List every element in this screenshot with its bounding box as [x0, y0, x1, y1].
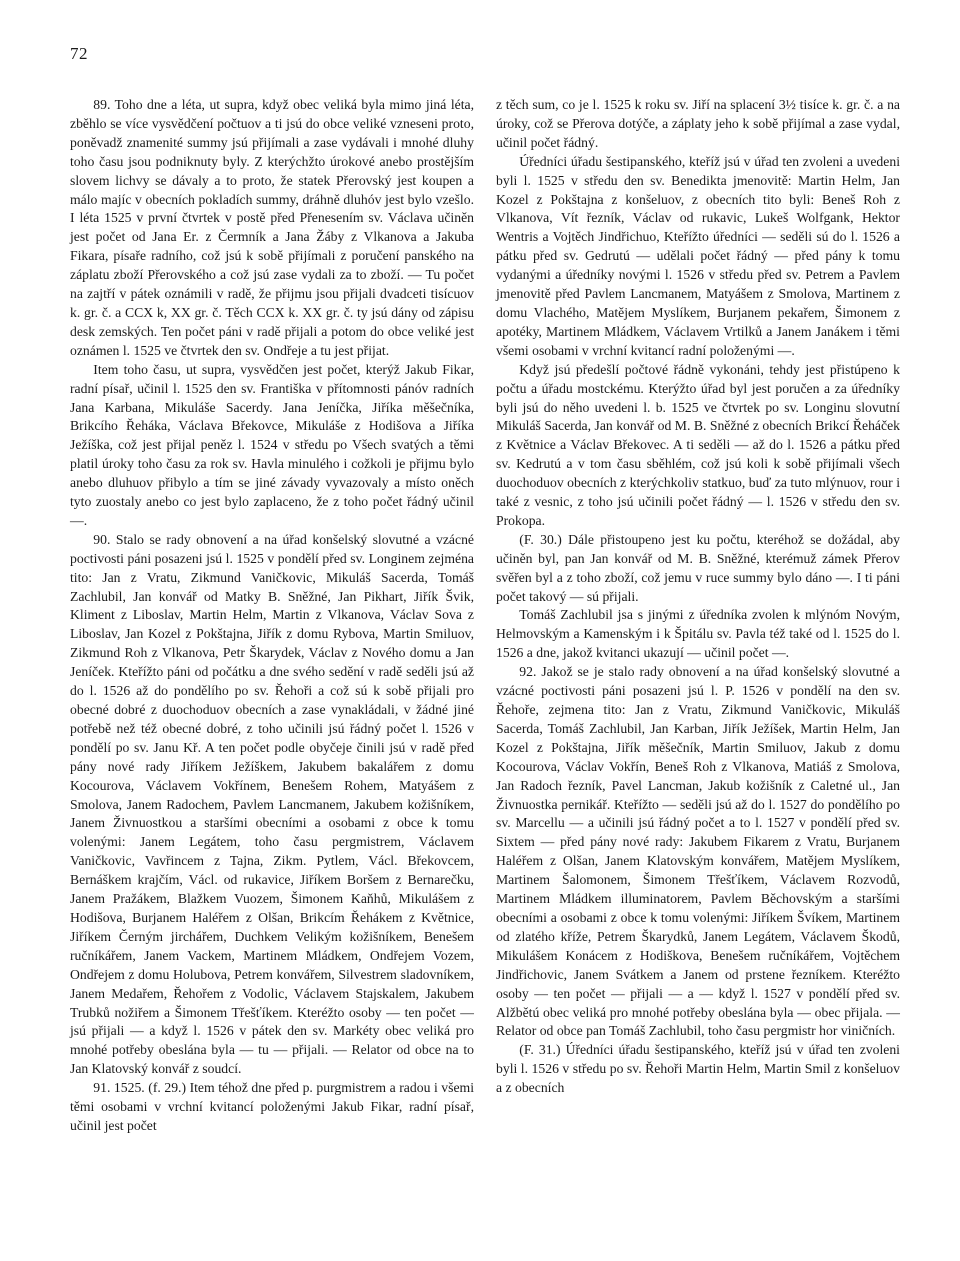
paragraph-89: 89. Toho dne a léta, ut supra, když obec veliká byla mimo jiná léta, zběhlo se více vysvědčení počtuov a ti jsú do obce veliké vzneseni proto, poněvadž znamenité summy jsú přijímali a zase vydávali i mnohé dluhy toho času jsou podniknuty byly. Z kterýchžto úrokové anebo prostějším slovem lichvy se dávaly a to proto, že statek Přerovský jest koupen a málo majíc v obecních pokladích summy, dráhně dluhóv jest bylo vzešlo. I léta 1525 v první čtvrtek v postě před Přenesením sv. Václava učiněn jest počet od Jana Er. z Čermník a Jana Žáby z Vlkanova a Jakuba Fikara, písaře radního, což jsú k sobě přijímali z poručení panského na záplatu zboží Přerovského a což jsú zase vydali za to zboží. — Tu počet na zajtří v pátek oznámili v radě, že přijmu jsou přijali dvadceti tisícuov k. gr. č. a CCX k, XX gr. č. Těch CCX k. XX gr. č. ty jsú dány od zápisu desk zemských. Ten počet páni v radě přijali a potom do obce veliké jest oznámen l. 1525 ve čtvrtek den sv. Ondřeje a tu jest přijat. — [70, 97, 474, 358]
paragraph-92: 92. Jakož se je stalo rady obnovení a na úřad konšelský slovutné a vzácné poctivosti páni posazeni jsú l. P. 1526 v pondělí na den sv. Řehoře, zejmena tito: Jan z Vratu, Zikmund Vaničkovic, Mikuláš Sacerda, Tomáš Zachlubil, Jan Karban, Jiřík Ježíšek, Martin Helm, Jan Kozel z Pokštajna, Jiřík měšečník, Martin Smiluov, Jakub z domu Kocourova, Václav Vokřín, Beneš Roh z Vlkanova, Matiáš z Smolova, Jan Radoch řezník, Pavel Lancman, Jakub kožišník z Caletné ul., Jan Živnuostka pernikář. Kteřížto — seděli jsú až do l. 1527 do pondělího po sv. Marcellu — a učinili jsú řádný počet a to l. 1527 v pondělí před sv. Sixtem — před pány nové rady: Jakubem Fikarem z Vratu, Burjanem Haléřem z Olšan, Janem Klatovským konvářem, Matějem Myslíkem, Martinem Šalomonem, Šimonem Třešťíkem, Václavem Rozvodů, Martinem Mládkem illuminatorem, Pavlem Běchovským a staršími obecními a osobami z obce k tomu volenými: Jiříkem Švíkem, Martinem od zlatého kříže, Petrem Škarydků, Janem Legátem, Václavem Škodů, Mikulášem Konácem z Hodiškova, Benešem ručníkářem, Vojtěchem Jindřichovic, Janem Svátkem a Janem od prstene řezníkem. Kteréžto osoby — ten počet — přijali — a — když l. 1527 v pondělí před sv. Alžbětú obec veliká pro mnohé potřeby obeslána byla — obec přijala. — Relator od obce pan Tomáš Zachlubil, toho času pergmistr hor viničních. — [496, 664, 900, 1039]
paragraph-f31: (F. 31.) Úředníci úřadu šestipanského, kteříž jsú v úřad ten zvoleni byli l. 1526 v středu po sv. Řehoři Martin Helm, Martin Smil z konšeluov a z obecních — [496, 1042, 900, 1096]
paragraph-91-continued: z těch sum, co je l. 1525 k roku sv. Jiří na splacení 3½ tisíce k. gr. č. a na úroky, což se Přerova dotýče, a záplaty jeho k sobě přijímal a zase vydal, učinil počet řádný. — [496, 97, 900, 150]
left-column — [70, 96, 474, 1136]
paragraph-mostecky-urad: Když jsú předešlí počtové řádně vykonáni, tehdy jest přistúpeno k počtu a úřadu mostckému. Kterýžto úřad byl jest poručen a za úředníky byli jsú do něho uvedeni l. b. 1525 ve čtvrtek po sv. Longinu slovutní Mikuláš Sacerda, Jan konvář od M. B. Sněžné z obecních Brikcí Řeháček z Květnice a Václav Břekovec. A ti seděli — až do l. 1526 a pátku před sv. Kedrutú a v tom času sběhlém, což jsú koli k sobě přijímali všech duochoduov obecních z kterýchkoliv statkuo, buď za tuto mlýnuov, rour i také z vesnic, z toho jsú učinili počet řádný — l. 1526 v středu den sv. Prokopa. — [496, 361, 900, 528]
paragraph-item-fikar: Item toho času, ut supra, vysvědčen jest počet, kterýž Jakub Fikar, radní písař, učinil l. 1525 den sv. Františka v přítomnosti pánóv radních Jana Karbana, Mikuláše Sacerdy. Jana Jeníčka, Jiříka měšečníka, Brikcího Řeháka, Václava Břekovce, Mikuláše z Hodišova a Jiříka Ježíška, což jest přijal peněz l. 1524 v středu po Všech svatých a těmi platil úroky toho času za rok sv. Havla minulého i cožkoli je přijmu bylo anebo dluhuov přibylo a tím se jiné závady vyvazovaly a místo oněch tyto zuostaly anebo co jest bylo zaplaceno, že z toho počet řádný učinil —. — [70, 361, 474, 528]
paragraph-91: 91. 1525. (f. 29.) Item téhož dne před p. purgmistrem a radou i všemi těmi osobami v vrchní kvitancí položenými Jakub Fikar, radní písař, učinil jest počet — [70, 1080, 474, 1133]
paragraph-sestipansky-urad: Úředníci úřadu šestipanského, kteříž jsú v úřad ten zvoleni a uvedeni byli l. 1525 v středu den sv. Benedikta jmenovitě: Martin Helm, Jan Kozel z Pokštajna z konšeluov, z obecních tito byli: Beneš Roh z Vlkanova, Vít řezník, Václav od rukavic, Lukeš Wolfgank, Hektor Wentris a Vojtěch Jindřichuo, Kteřížto úředníci — seděli sú do l. 1526 a pátku před sv. Gedrutú — udělali počet řádný — před pány k tomu vydanými a úředníky novými l. 1526 v středu před sv. Petrem a Pavlem jmenovitě před Pavlem Lancmanem, Matyášem z Smolova, Martinem z domu Vlachého, Matějem Myslíkem, Burjanem pekařem, Šimonem z apotéky, Martinem Mládkem, Václavem Vrtilků a Janem Janákem i těmi všemi osobami v vrchní kvitancí radní položenými —. — [496, 153, 900, 358]
paragraph-zachlubil: Tomáš Zachlubil jsa s jinými z úředníka zvolen k mlýnóm Novým, Helmovským a Kamenským i k Špitálu sv. Pavla též také od l. 1525 do l. 1526 a dne, jakož kvitanci ukazují — učinil počet —. — [496, 607, 900, 661]
paragraph-f30: (F. 30.) Dále přistoupeno jest ku počtu, kteréhož se dožádal, aby učiněn byl, pan Jan konvář od M. B. Sněžné, kterémuž zámek Přerov svěřen byl a z toho zboží, což jemu v ruce summy bylo dáno —. I ti páni počet takový — sú přijali. — [496, 531, 900, 604]
right-column — [496, 96, 900, 1098]
paragraph-90: 90. Stalo se rady obnovení a na úřad konšelský slovutné a vzácné poctivosti páni posazeni jsú l. 1525 v pondělí před sv. Longinem zejména tito: Jan z Vratu, Zikmund Vaničkovic, Mikuláš Sacerda, Tomáš Zachlubil, Jan konvář od Matky B. Sněžné, Jan Pikhart, Jiřík Švik, Kliment z Liboslav, Martin Helm, Martin z Vlkanova, Václav Sova z Liboslav, Jan Kozel z Pokštajna, Jiřík z domu Rybova, Martin Smiluov, Zikmund Roh z Vlkanova, Petr Škarydek, Václav z Nového domu a Jan Jeníček. Kteřížto páni od počátku a dne svého sedění v radě seděli jsú až do l. 1526 až do pondělího po sv. Řehoři a což sú k sobě přijali pro obecné dobré z duochoduov obecních a zase vynakládali, v žádné jiné potřebě než též obecné dobré, z toho učinili jsú řádný počet l. 1526 v pondělí po sv. Janu Kř. A ten počet podle obyčeje činili jsú v radě před pány nové rady Jiříkem Ježíškem, Jakubem bakalářem z domu Kocourova, Václavem Vokřínem, Benešem Rohem, Matyášem z Smolova, Janem Radochem, Pavlem Lancmanem, Jakubem kožišníkem, Janem Živnuostkou a staršími obecními a osobami z obce k tomu volenými: Janem Legátem, toho času pergmistrem, Václavem Vaničkovic, Vavřincem z Tajna, Zikm. Pytlem, Václ. Břekovcem, Bernáškem krajčím, Václ. od rukavice, Jiříkem Boršem z Bernarečku, Janem Pražákem, Blažkem Vuozem, Šimonem Kaňhů, Mikulášem z Hodišova, Burjanem Haléřem z Olšan, Brikcím Řehákem z Květnice, Jiříkem Černým jirchářem, Duchkem Velikým kožišníkem, Benešem ručníkářem, Janem Vackem, Martinem Mládkem, Ondřejem Vozem, Ondřejem z domu Holubova, Petrem konvářem, Silvestrem sladovníkem, Janem Medařem, Řehořem z Vodolic, Václavem Stajskalem, Jakubem Trubků nožiřem a Šimonem Třešťíkem. Kteréžto osoby — ten počet — jsú přijali — a když l. 1526 v pátek den sv. Markéty obec veliká pro mnohé potřeby obeslána byla — tu — přijali. — Relator od obce na to Jan Klatovský konvář z soudcí. — [70, 531, 474, 1077]
page-number: 72 — [70, 44, 88, 63]
